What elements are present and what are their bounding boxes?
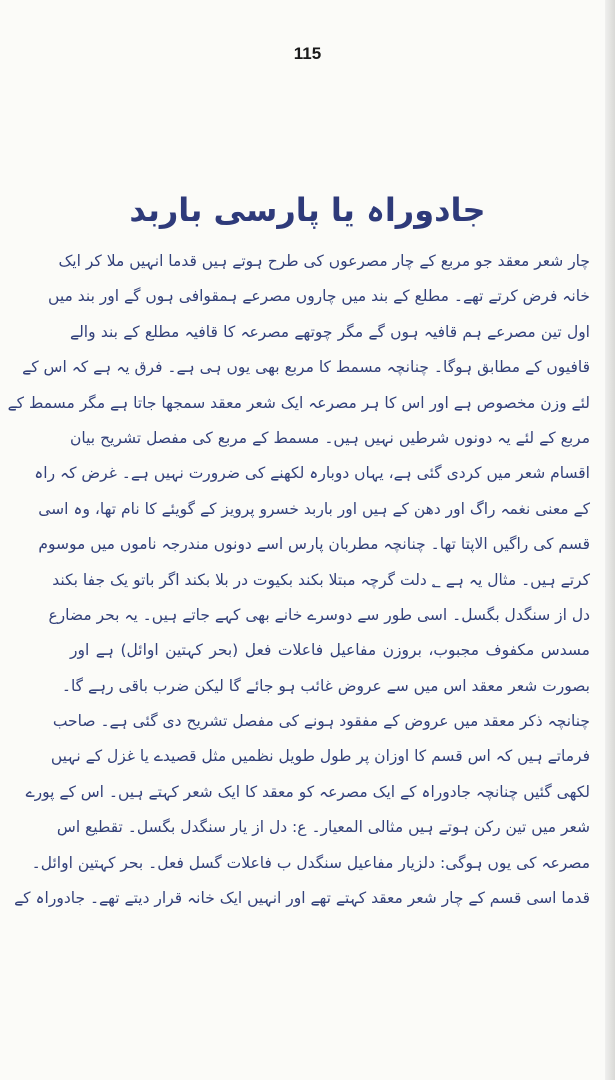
body-text	[7, 244, 590, 916]
text-line: لکھی گئیں چنانچہ جادوراہ کے ایک مصرعہ کو معقد کا ایک شعر کہتے ہیں۔ اس کے پورے	[25, 782, 590, 801]
text-line: خانہ فرض کرتے تھے۔ مطلع کے بند میں چاروں مصرعے ہمقوافی ہوں گے اور بند میں	[48, 287, 590, 306]
text-line: لئے وزن مخصوص ہے اور اس کا ہر مصرعہ ایک شعر معقد سمجھا جاتا ہے مگر مسمط کے	[7, 393, 590, 412]
text-line: چنانچہ ذکر معقد میں عروض کے مفقود ہونے کی مفصل تشریح دی گئی ہے۔ صاحب	[52, 712, 590, 731]
text-line: شعر میں تین رکن ہوتے ہیں مثالی المعیار۔ ع: دل از یار سنگدل بگسل۔ تقطیع اس	[56, 818, 590, 837]
text-line: چار شعر معقد جو مربع کے چار مصرعوں کی طرح ہوتے ہیں قدما انہیں ملا کر ایک	[58, 252, 590, 270]
text-line: کرتے ہیں۔ مثال یہ ہے ؂ دلت گرچہ مبتلا بکند بکیوت در بلا بکند اگر باتو یک جفا بکند	[52, 570, 590, 589]
text-line: قسم کی راگیں الاپتا تھا۔ چنانچہ مطربان پارس اسے دونوں مندرجہ ناموں میں موسوم	[38, 535, 590, 554]
text-line: مسدس مکفوف مجبوب، بروزن مفاعیل فاعلات فعل (بحر کہتین اوائل) ہے اور	[70, 641, 590, 660]
text-line: قدما اسی قسم کے چار شعر معقد کہتے تھے اور انہیں ایک خانہ قرار دیتے تھے۔ جادوراہ کے	[14, 889, 590, 908]
text-line: اول تین مصرعے ہم قافیہ ہوں گے مگر چوتھے مصرعہ کا قافیہ مطلع کے بند والے	[70, 322, 590, 341]
page-number: 115	[293, 44, 322, 63]
text-line: قافیوں کے مطابق ہوگا۔ چنانچہ مسمط کا مربع بھی یوں ہی ہے۔ فرق یہ ہے کہ اس کے	[22, 358, 590, 377]
text-line: دل از سنگدل بگسل۔ اسی طور سے دوسرے خانے بھی کہے جاتے ہیں۔ یہ بحر مضارع	[48, 605, 590, 624]
text-line: مربع کے لئے یہ دونوں شرطیں نہیں ہیں۔ مسمط کے مربع کی مفصل تشریح بیان	[70, 428, 590, 447]
text-line: بصورت شعر معقد اس میں سے عروض غائب ہو جائے گا لیکن ضرب باقی رہے گا۔	[61, 676, 590, 695]
text-line: مصرعہ کی یوں ہوگی: دلزیار مفاعیل سنگدل ب فاعلات گسل فعل۔ بحر کہتین اوائل۔	[31, 853, 590, 872]
text-line: فرماتے ہیں کہ اس قسم کا اوزان پر طول طویل نظمیں مثل قصیدے یا غزل کے نہیں	[50, 747, 590, 766]
page-edge	[605, 0, 615, 1080]
text-line: کے معنی نغمہ راگ اور دھن کے ہیں اور باربد خسرو پرویز کے گویئے کا نام تھا، وہ اسی	[38, 499, 590, 518]
page-title: جادوراہ یا پارسی باربد	[129, 191, 486, 229]
text-line: اقسام شعر میں کردی گئی ہے، یہاں دوبارہ لکھنے کی ضرورت نہیں ہے۔ غرض کہ راہ	[34, 464, 590, 483]
